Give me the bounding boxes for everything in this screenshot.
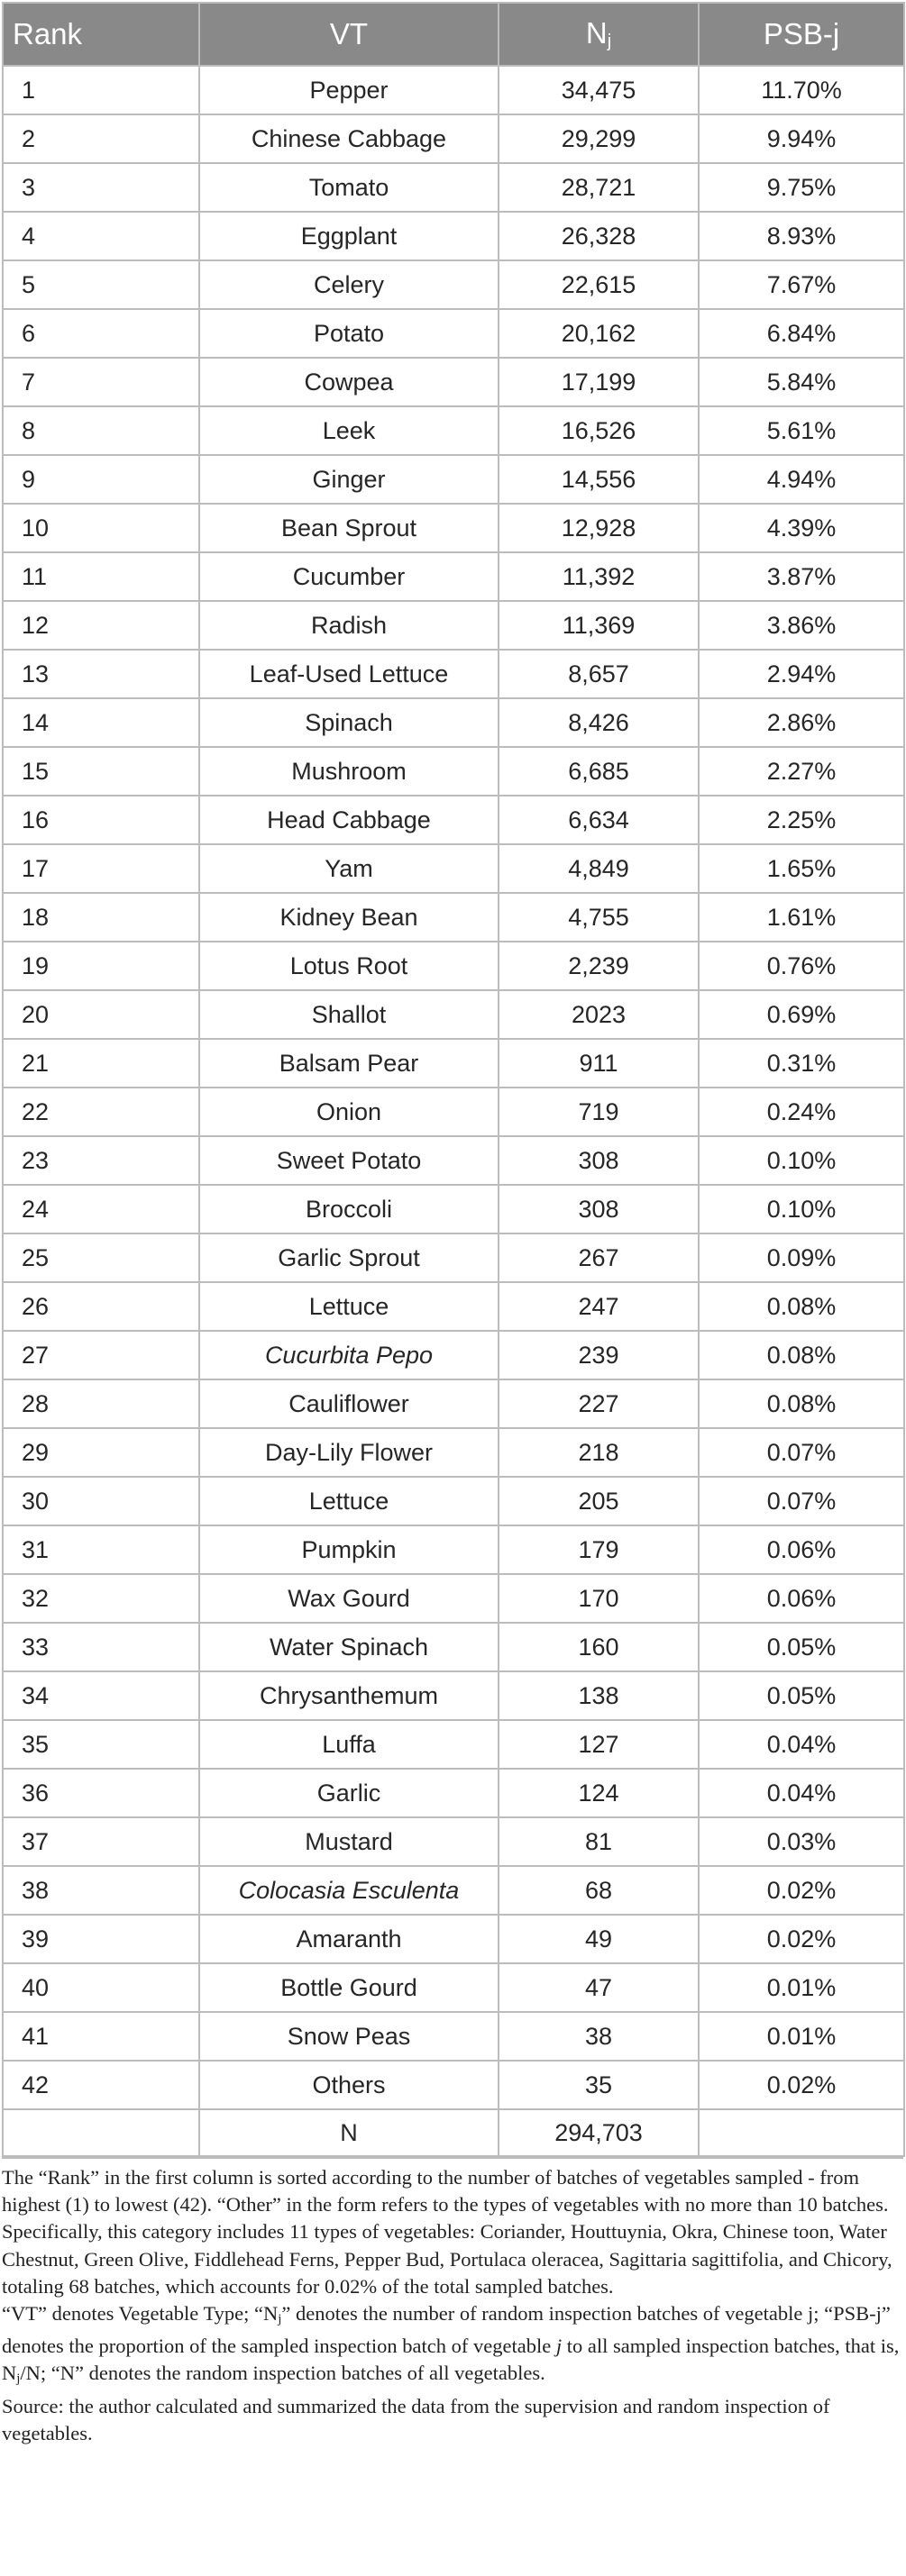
vt-cell: Yam bbox=[199, 844, 499, 893]
nj-cell: 2023 bbox=[499, 990, 699, 1039]
rank-cell: 13 bbox=[3, 650, 199, 698]
nj-cell: 47 bbox=[499, 1963, 699, 2012]
vt-cell: Chinese Cabbage bbox=[199, 114, 499, 163]
nj-column-header bbox=[499, 3, 699, 66]
table-row bbox=[3, 1525, 904, 1574]
vt-cell: Cauliflower bbox=[199, 1379, 499, 1428]
rank-cell: 10 bbox=[3, 504, 199, 552]
nj-cell: 127 bbox=[499, 1720, 699, 1769]
rank-cell: 35 bbox=[3, 1720, 199, 1769]
rank-cell: 22 bbox=[3, 1088, 199, 1136]
nj-cell: 49 bbox=[499, 1915, 699, 1963]
vt-cell: Lotus Root bbox=[199, 942, 499, 990]
psb-cell: 3.86% bbox=[699, 601, 904, 650]
vt-cell: Mushroom bbox=[199, 747, 499, 796]
def-italic-j: j bbox=[555, 2335, 563, 2358]
psb-cell: 11.70% bbox=[699, 66, 904, 114]
psb-cell: 0.09% bbox=[699, 1233, 904, 1282]
nj-cell: 38 bbox=[499, 2012, 699, 2061]
psb-cell: 0.76% bbox=[699, 942, 904, 990]
rank-cell: 17 bbox=[3, 844, 199, 893]
table-row bbox=[3, 309, 904, 358]
nj-cell: 205 bbox=[499, 1477, 699, 1525]
psb-cell: 0.04% bbox=[699, 1720, 904, 1769]
vt-cell: Lettuce bbox=[199, 1282, 499, 1331]
rank-cell: 15 bbox=[3, 747, 199, 796]
psb-cell: 2.25% bbox=[699, 796, 904, 844]
table-row bbox=[3, 1866, 904, 1915]
nj-cell: 160 bbox=[499, 1623, 699, 1671]
nj-cell: 218 bbox=[499, 1428, 699, 1477]
vt-cell: Head Cabbage bbox=[199, 796, 499, 844]
rank-cell: 8 bbox=[3, 406, 199, 455]
def-text-3: to all sampled inspection batches, that is, N bbox=[2, 2335, 900, 2385]
rank-cell: 6 bbox=[3, 309, 199, 358]
table-row bbox=[3, 844, 904, 893]
nj-cell: 719 bbox=[499, 1088, 699, 1136]
vt-cell: Wax Gourd bbox=[199, 1574, 499, 1623]
rank-cell: 21 bbox=[3, 1039, 199, 1088]
psb-cell: 0.07% bbox=[699, 1477, 904, 1525]
nj-cell: 29,299 bbox=[499, 114, 699, 163]
source-footnote: Source: the author calculated and summarized the data from the supervision and random inspection of vegetables. bbox=[2, 2394, 830, 2444]
table-row bbox=[3, 1915, 904, 1963]
table-row bbox=[3, 1817, 904, 1866]
psb-cell: 0.10% bbox=[699, 1136, 904, 1185]
rank-cell: 28 bbox=[3, 1379, 199, 1428]
psb-cell: 0.05% bbox=[699, 1623, 904, 1671]
psb-cell: 4.94% bbox=[699, 455, 904, 504]
vt-cell: Broccoli bbox=[199, 1185, 499, 1233]
vt-cell: Celery bbox=[199, 260, 499, 309]
rank-cell: 41 bbox=[3, 2012, 199, 2061]
vt-cell: Leek bbox=[199, 406, 499, 455]
nj-cell: 308 bbox=[499, 1185, 699, 1233]
rank-cell: 19 bbox=[3, 942, 199, 990]
total-row bbox=[3, 2109, 904, 2156]
vt-cell: Mustard bbox=[199, 1817, 499, 1866]
table-row bbox=[3, 455, 904, 504]
table-row bbox=[3, 1136, 904, 1185]
vt-cell: Colocasia Esculenta bbox=[199, 1866, 499, 1915]
nj-header-subscript: j bbox=[607, 32, 612, 51]
def-text-1: “VT” denotes Vegetable Type; “N bbox=[2, 2302, 279, 2326]
rank-cell: 20 bbox=[3, 990, 199, 1039]
vt-cell: Eggplant bbox=[199, 212, 499, 260]
table-row bbox=[3, 406, 904, 455]
psb-cell: 0.31% bbox=[699, 1039, 904, 1088]
rank-cell: 11 bbox=[3, 552, 199, 601]
nj-cell: 911 bbox=[499, 1039, 699, 1088]
def-subscript-1: j bbox=[278, 2312, 282, 2327]
table-row bbox=[3, 66, 904, 114]
vt-cell: Garlic Sprout bbox=[199, 1233, 499, 1282]
nj-cell: 8,426 bbox=[499, 698, 699, 747]
table-footnotes bbox=[2, 2157, 903, 2447]
table-row bbox=[3, 358, 904, 406]
table-row bbox=[3, 747, 904, 796]
nj-cell: 4,755 bbox=[499, 893, 699, 942]
psb-cell: 0.07% bbox=[699, 1428, 904, 1477]
vegetable-sampling-table bbox=[2, 2, 905, 2157]
table-row bbox=[3, 1379, 904, 1428]
vt-cell: Pumpkin bbox=[199, 1525, 499, 1574]
nj-cell: 68 bbox=[499, 1866, 699, 1915]
vt-cell: Others bbox=[199, 2061, 499, 2109]
vt-cell: Sweet Potato bbox=[199, 1136, 499, 1185]
psb-cell: 0.24% bbox=[699, 1088, 904, 1136]
psb-cell: 3.87% bbox=[699, 552, 904, 601]
psb-cell: 0.01% bbox=[699, 2012, 904, 2061]
table-row bbox=[3, 1185, 904, 1233]
table-row bbox=[3, 1331, 904, 1379]
vt-cell: Day-Lily Flower bbox=[199, 1428, 499, 1477]
vt-cell: Cucumber bbox=[199, 552, 499, 601]
nj-cell: 124 bbox=[499, 1769, 699, 1817]
vt-cell: Radish bbox=[199, 601, 499, 650]
nj-cell: 20,162 bbox=[499, 309, 699, 358]
nj-cell: 239 bbox=[499, 1331, 699, 1379]
psb-cell: 4.39% bbox=[699, 504, 904, 552]
table-row bbox=[3, 893, 904, 942]
table-row bbox=[3, 2061, 904, 2109]
nj-cell: 138 bbox=[499, 1671, 699, 1720]
vt-cell: Leaf-Used Lettuce bbox=[199, 650, 499, 698]
rank-cell: 27 bbox=[3, 1331, 199, 1379]
table-row bbox=[3, 698, 904, 747]
psb-cell: 2.27% bbox=[699, 747, 904, 796]
vt-cell: Pepper bbox=[199, 66, 499, 114]
rank-cell: 3 bbox=[3, 163, 199, 212]
psb-cell: 1.65% bbox=[699, 844, 904, 893]
psb-cell: 9.94% bbox=[699, 114, 904, 163]
nj-cell: 12,928 bbox=[499, 504, 699, 552]
rank-cell: 25 bbox=[3, 1233, 199, 1282]
psb-cell: 0.06% bbox=[699, 1574, 904, 1623]
rank-cell: 40 bbox=[3, 1963, 199, 2012]
psb-cell: 0.05% bbox=[699, 1671, 904, 1720]
vt-cell: Shallot bbox=[199, 990, 499, 1039]
nj-cell: 11,369 bbox=[499, 601, 699, 650]
psb-cell: 8.93% bbox=[699, 212, 904, 260]
nj-cell: 308 bbox=[499, 1136, 699, 1185]
psb-cell: 0.02% bbox=[699, 1915, 904, 1963]
nj-cell: 6,634 bbox=[499, 796, 699, 844]
table-row bbox=[3, 1428, 904, 1477]
vt-column-header: VT bbox=[199, 3, 499, 66]
vt-cell: Garlic bbox=[199, 1769, 499, 1817]
psb-cell: 5.61% bbox=[699, 406, 904, 455]
vt-cell: Luffa bbox=[199, 1720, 499, 1769]
psb-cell: 6.84% bbox=[699, 309, 904, 358]
nj-header-main: N bbox=[585, 16, 608, 50]
rank-cell: 30 bbox=[3, 1477, 199, 1525]
nj-cell: 2,239 bbox=[499, 942, 699, 990]
table-row bbox=[3, 163, 904, 212]
rank-cell: 14 bbox=[3, 698, 199, 747]
nj-cell: 34,475 bbox=[499, 66, 699, 114]
table-row bbox=[3, 552, 904, 601]
psb-cell: 0.08% bbox=[699, 1331, 904, 1379]
nj-cell: 170 bbox=[499, 1574, 699, 1623]
rank-cell: 9 bbox=[3, 455, 199, 504]
total-psb-cell bbox=[699, 2109, 904, 2156]
rank-cell: 31 bbox=[3, 1525, 199, 1574]
table-row bbox=[3, 990, 904, 1039]
nj-cell: 6,685 bbox=[499, 747, 699, 796]
psb-column-header: PSB-j bbox=[699, 3, 904, 66]
psb-cell: 2.86% bbox=[699, 698, 904, 747]
table-row bbox=[3, 1088, 904, 1136]
psb-cell: 7.67% bbox=[699, 260, 904, 309]
psb-cell: 0.03% bbox=[699, 1817, 904, 1866]
vt-cell: Bottle Gourd bbox=[199, 1963, 499, 2012]
table-row bbox=[3, 1671, 904, 1720]
table-row bbox=[3, 504, 904, 552]
total-nj-cell: 294,703 bbox=[499, 2109, 699, 2156]
vt-cell: Tomato bbox=[199, 163, 499, 212]
header-row bbox=[3, 3, 904, 66]
vt-cell: Lettuce bbox=[199, 1477, 499, 1525]
rank-cell: 24 bbox=[3, 1185, 199, 1233]
table-row bbox=[3, 942, 904, 990]
psb-cell: 2.94% bbox=[699, 650, 904, 698]
nj-cell: 11,392 bbox=[499, 552, 699, 601]
nj-cell: 81 bbox=[499, 1817, 699, 1866]
table-row bbox=[3, 1623, 904, 1671]
rank-cell: 36 bbox=[3, 1769, 199, 1817]
table-row bbox=[3, 1574, 904, 1623]
table-row bbox=[3, 1963, 904, 2012]
table-row bbox=[3, 796, 904, 844]
rank-cell: 29 bbox=[3, 1428, 199, 1477]
rank-cell: 39 bbox=[3, 1915, 199, 1963]
nj-cell: 14,556 bbox=[499, 455, 699, 504]
rank-cell: 16 bbox=[3, 796, 199, 844]
psb-cell: 0.08% bbox=[699, 1282, 904, 1331]
rank-cell: 18 bbox=[3, 893, 199, 942]
total-rank-cell bbox=[3, 2109, 199, 2156]
rank-cell: 2 bbox=[3, 114, 199, 163]
rank-cell: 38 bbox=[3, 1866, 199, 1915]
vt-cell: Bean Sprout bbox=[199, 504, 499, 552]
nj-cell: 179 bbox=[499, 1525, 699, 1574]
total-label-cell: N bbox=[199, 2109, 499, 2156]
psb-cell: 0.06% bbox=[699, 1525, 904, 1574]
nj-cell: 4,849 bbox=[499, 844, 699, 893]
vt-cell: Onion bbox=[199, 1088, 499, 1136]
vt-cell: Water Spinach bbox=[199, 1623, 499, 1671]
psb-cell: 0.04% bbox=[699, 1769, 904, 1817]
table-body bbox=[3, 66, 904, 2156]
vt-cell: Snow Peas bbox=[199, 2012, 499, 2061]
rank-cell: 23 bbox=[3, 1136, 199, 1185]
rank-cell: 5 bbox=[3, 260, 199, 309]
rank-cell: 26 bbox=[3, 1282, 199, 1331]
vt-cell: Kidney Bean bbox=[199, 893, 499, 942]
nj-cell: 247 bbox=[499, 1282, 699, 1331]
table-row bbox=[3, 1477, 904, 1525]
vt-cell: Balsam Pear bbox=[199, 1039, 499, 1088]
psb-cell: 0.08% bbox=[699, 1379, 904, 1428]
psb-cell: 0.02% bbox=[699, 2061, 904, 2109]
nj-cell: 28,721 bbox=[499, 163, 699, 212]
nj-cell: 8,657 bbox=[499, 650, 699, 698]
def-subscript-2: j bbox=[16, 2371, 21, 2387]
nj-cell: 267 bbox=[499, 1233, 699, 1282]
table-row bbox=[3, 212, 904, 260]
data-table-container bbox=[2, 2, 903, 2157]
table-row bbox=[3, 114, 904, 163]
psb-cell: 0.69% bbox=[699, 990, 904, 1039]
rank-cell: 37 bbox=[3, 1817, 199, 1866]
nj-cell: 22,615 bbox=[499, 260, 699, 309]
psb-cell: 0.01% bbox=[699, 1963, 904, 2012]
definitions-footnote bbox=[2, 2300, 903, 2393]
table-row bbox=[3, 1039, 904, 1088]
rank-cell: 42 bbox=[3, 2061, 199, 2109]
nj-cell: 35 bbox=[499, 2061, 699, 2109]
rank-footnote: The “Rank” in the first column is sorted according to the number of batches of vegetables sampled - from highest (1) to lowest (42). “Other” in the form refers to the types of vegetables with no more than 10 batches. Specifically, this category includes 11 types of vegetables: Coriander, Houttuynia, Okra, Chinese toon, Water Chestnut, Green Olive, Fiddlehead Ferns, Pepper Bud, Portulaca oleracea, Sagittaria sagittifolia, and Chicory, totaling 68 batches, which accounts for 0.02% of the total sampled batches. bbox=[2, 2166, 892, 2298]
table-header bbox=[3, 3, 904, 66]
psb-cell: 0.10% bbox=[699, 1185, 904, 1233]
table-row bbox=[3, 650, 904, 698]
table-row bbox=[3, 1233, 904, 1282]
def-text-4: /N; “N” denotes the random inspection batches of all vegetables. bbox=[20, 2362, 545, 2385]
def-text-2: ” denotes the number of random inspection batches of vegetable j; “PSB-j” denotes the proportion of the sampled inspection batch of vegetable bbox=[2, 2302, 891, 2358]
rank-cell: 1 bbox=[3, 66, 199, 114]
vt-cell: Chrysanthemum bbox=[199, 1671, 499, 1720]
psb-cell: 0.02% bbox=[699, 1866, 904, 1915]
vt-cell: Potato bbox=[199, 309, 499, 358]
rank-cell: 12 bbox=[3, 601, 199, 650]
table-row bbox=[3, 260, 904, 309]
nj-cell: 17,199 bbox=[499, 358, 699, 406]
vt-cell: Spinach bbox=[199, 698, 499, 747]
nj-cell: 26,328 bbox=[499, 212, 699, 260]
table-row bbox=[3, 1282, 904, 1331]
rank-cell: 32 bbox=[3, 1574, 199, 1623]
rank-cell: 34 bbox=[3, 1671, 199, 1720]
table-row bbox=[3, 1720, 904, 1769]
table-row bbox=[3, 601, 904, 650]
psb-cell: 9.75% bbox=[699, 163, 904, 212]
rank-cell: 33 bbox=[3, 1623, 199, 1671]
rank-cell: 7 bbox=[3, 358, 199, 406]
nj-cell: 16,526 bbox=[499, 406, 699, 455]
table-row bbox=[3, 1769, 904, 1817]
vt-cell: Ginger bbox=[199, 455, 499, 504]
vt-cell: Cowpea bbox=[199, 358, 499, 406]
vt-cell: Cucurbita Pepo bbox=[199, 1331, 499, 1379]
psb-cell: 5.84% bbox=[699, 358, 904, 406]
vt-cell: Amaranth bbox=[199, 1915, 499, 1963]
table-row bbox=[3, 2012, 904, 2061]
rank-column-header: Rank bbox=[3, 3, 199, 66]
nj-cell: 227 bbox=[499, 1379, 699, 1428]
psb-cell: 1.61% bbox=[699, 893, 904, 942]
rank-cell: 4 bbox=[3, 212, 199, 260]
